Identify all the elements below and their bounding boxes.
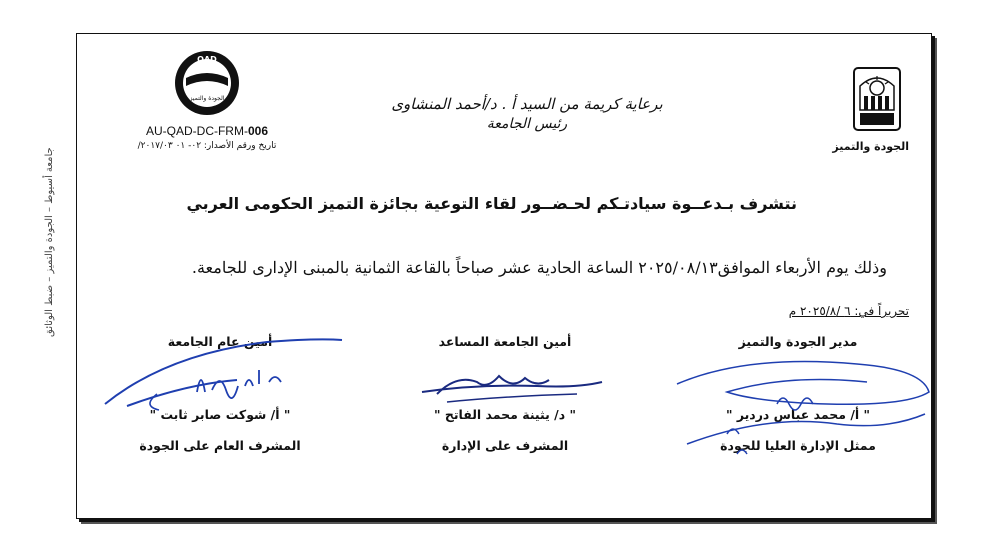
patronage-text	[357, 94, 697, 134]
signatory-role: أمين الجامعة المساعد	[438, 334, 572, 349]
signatory-name: " أ/ شوكت صابر ثابت "	[149, 407, 291, 422]
qad-logo-block	[132, 48, 282, 168]
document-frame	[76, 33, 932, 519]
secretary-general-signature-icon	[97, 334, 347, 414]
signatory-role: مدير الجودة والتميز	[738, 334, 858, 349]
form-code	[132, 124, 282, 138]
qad-inner-text: الجودة والتميز	[189, 95, 225, 102]
dated-line: تحريراً في: ٦ /٢٠٢٥/٨ م	[788, 304, 909, 318]
quality-excellence-caption: الجودة والتميز	[832, 140, 909, 153]
patronage-line-1: برعاية كريمة من السيد أ . د/أحمد المنشاوى	[391, 95, 663, 113]
signatory-role: أمين عام الجامعة	[167, 334, 273, 349]
quality-director-signature-icon	[667, 344, 937, 474]
signatory-subrole: المشرف على الإدارة	[441, 438, 569, 453]
side-margin-text: جامعة أسيوط – الجودة والتميز – ضبط الوثائق	[44, 147, 55, 337]
qad-ring-text: QAD	[197, 55, 217, 64]
form-code-number: 006	[247, 124, 268, 138]
university-logo	[832, 66, 909, 166]
signatory-subrole: المشرف العام على الجودة	[139, 438, 301, 453]
invitation-text: وذلك يوم الأربعاء الموافق٢٠٢٥/٠٨/١٣ الساعة الحادية عشر صباحاً بالقاعة الثمانية بالمبنى الإدارى للجامعة.	[191, 258, 887, 277]
issue-info: تاريخ ورقم الأصدار: ٠٢- ٠١ ٢٠١٧/٠٣/	[137, 141, 277, 151]
signatory-name: " أ/ محمد عباس دردير "	[725, 407, 871, 422]
invitation-title: نتشرف بـدعــوة سيادتـكم لحـضــور لقاء التوعية بجائزة التميز الحكومى العربي	[186, 194, 797, 213]
form-code-prefix: AU-QAD-DC-FRM-	[145, 124, 248, 138]
signatory-name: " د/ يثينة محمد الفاتح "	[433, 407, 577, 422]
assistant-secretary-signature-icon	[417, 364, 607, 409]
qad-logo-icon	[172, 48, 242, 118]
patronage-line-2: رئيس الجامعة	[486, 116, 568, 132]
signatory-subrole: ممثل الإدارة العليا للجودة	[720, 438, 876, 453]
university-emblem-icon	[852, 66, 902, 132]
